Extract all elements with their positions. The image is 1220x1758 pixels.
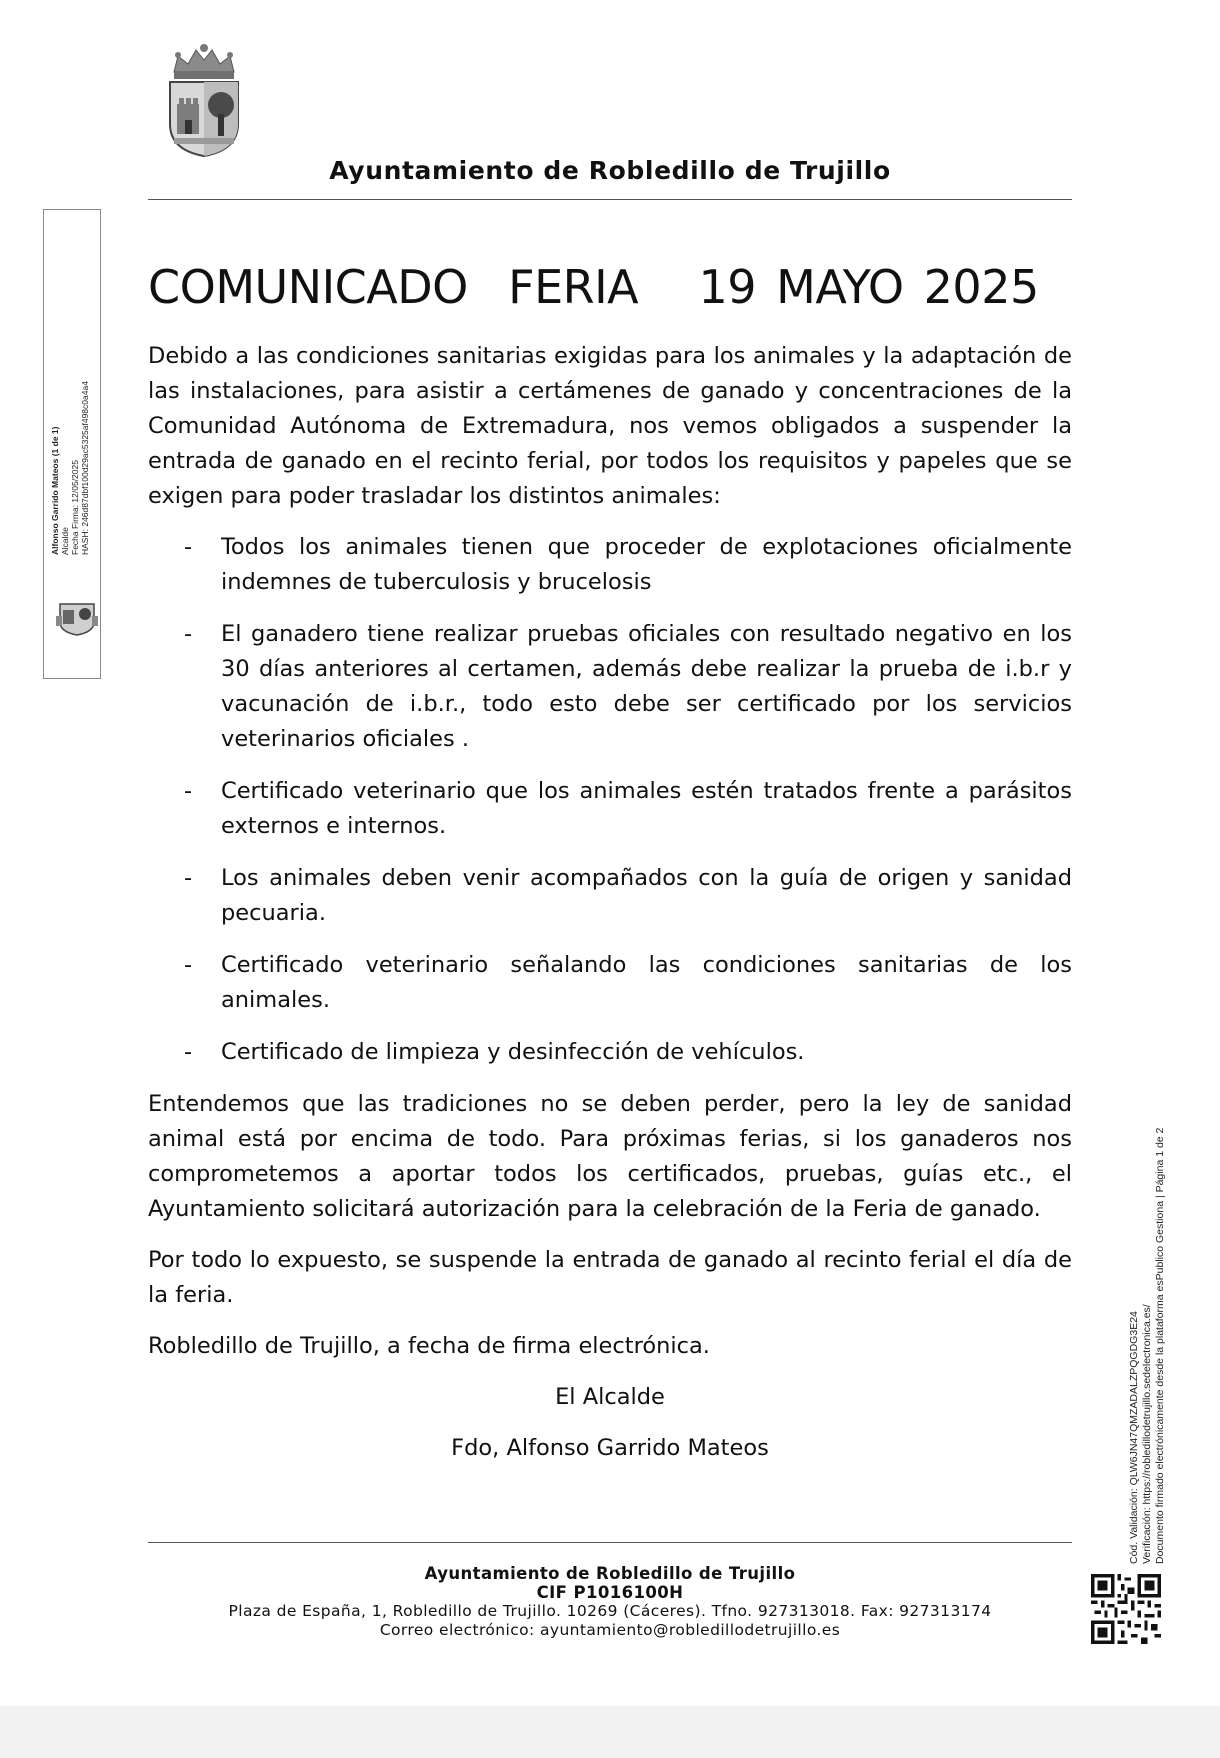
signature-role: El Alcalde [555, 1384, 665, 1410]
stamp-hash: HASH: 246d87dbf100d29ac5325af498c0a4a4 [80, 381, 90, 555]
footer-cif: CIF P1016100H [536, 1583, 684, 1602]
signature-stamp-text [50, 355, 90, 555]
stamp-signer: Alfonso Garrido Mateos (1 de 1) [50, 426, 60, 555]
verification-url: Verificación: https://robledillodetrujillo.sedelectronica.es/ [1141, 1304, 1153, 1564]
stamp-date: Fecha Firma: 12/05/2025 [70, 460, 80, 555]
signature-name: Fdo, Alfonso Garrido Mateos [451, 1435, 769, 1461]
verification-text [1128, 1044, 1167, 1564]
footer-divider [148, 1542, 1072, 1543]
list-item: - El ganadero tiene realizar pruebas oficiales con resultado negativo en los 30 días anteriores al certamen, además debe realizar la prueba de i.b.r y vacunación de i.b.r., todo esto debe ser certificado por los servicios veterinarios oficiales . [184, 621, 1072, 752]
list-item: - Certificado veterinario que los animales estén tratados frente a parásitos externos e internos. [184, 778, 1072, 839]
coat-of-arms-icon [164, 42, 244, 158]
requirements-list [148, 530, 1072, 1070]
suspension-paragraph: Por todo lo expuesto, se suspende la entrada de ganado al recinto ferial el día de la feria. [148, 1247, 1072, 1308]
page-title: COMUNICADO FERIA 19 MAYO 2025 [148, 260, 1039, 314]
organization-title: Ayuntamiento de Robledillo de Trujillo [329, 156, 891, 185]
page-bottom-band [0, 1706, 1220, 1758]
place-date: Robledillo de Trujillo, a fecha de firma electrónica. [148, 1333, 710, 1359]
page-footer [148, 1564, 1072, 1640]
qr-code-icon [1091, 1574, 1161, 1644]
list-item: - Certificado de limpieza y desinfección de vehículos. [184, 1039, 805, 1065]
verification-code: Cód. Validación: QLW6JN47QMZADALZPQGDG3E24 [1128, 1311, 1140, 1564]
footer-address: Plaza de España, 1, Robledillo de Trujillo. 10269 (Cáceres). Tfno. 927313018. Fax: 927313174 [228, 1602, 992, 1620]
verification-note: Documento firmado electrónicamente desde la plataforma esPublico Gestiona | Página 1 de 2 [1154, 1127, 1166, 1564]
stamp-role: Alcalde [60, 527, 70, 555]
announcement-body [148, 339, 1072, 1482]
list-item: - Certificado veterinario señalando las condiciones sanitarias de los animales. [184, 952, 1072, 1013]
coat-of-arms-icon [54, 598, 100, 636]
footer-org-name: Ayuntamiento de Robledillo de Trujillo [424, 1564, 796, 1583]
list-item: - Todos los animales tienen que proceder de explotaciones oficialmente indemnes de tuberculosis y brucelosis [184, 534, 1072, 595]
header-divider [148, 199, 1072, 200]
footer-email: Correo electrónico: ayuntamiento@robledillodetrujillo.es [379, 1621, 841, 1639]
closing-paragraph: Entendemos que las tradiciones no se deben perder, pero la ley de sanidad animal está por encima de todo. Para próximas ferias, si los ganaderos nos comprometemos a aportar todos los certificados, pruebas, guías etc., el Ayuntamiento solicitará autorización para la celebración de la Feria de ganado. [148, 1091, 1072, 1222]
intro-paragraph: Debido a las condiciones sanitarias exigidas para los animales y la adaptación de las instalaciones, para asistir a certámenes de ganado y concentraciones de la Comunidad Autónoma de Extremadura, nos vemos obligados a suspender la entrada de ganado en el recinto ferial, por todos los requisitos y papeles que se exigen para poder trasladar los distintos animales: [148, 343, 1072, 509]
list-item: - Los animales deben venir acompañados con la guía de origen y sanidad pecuaria. [184, 865, 1072, 926]
